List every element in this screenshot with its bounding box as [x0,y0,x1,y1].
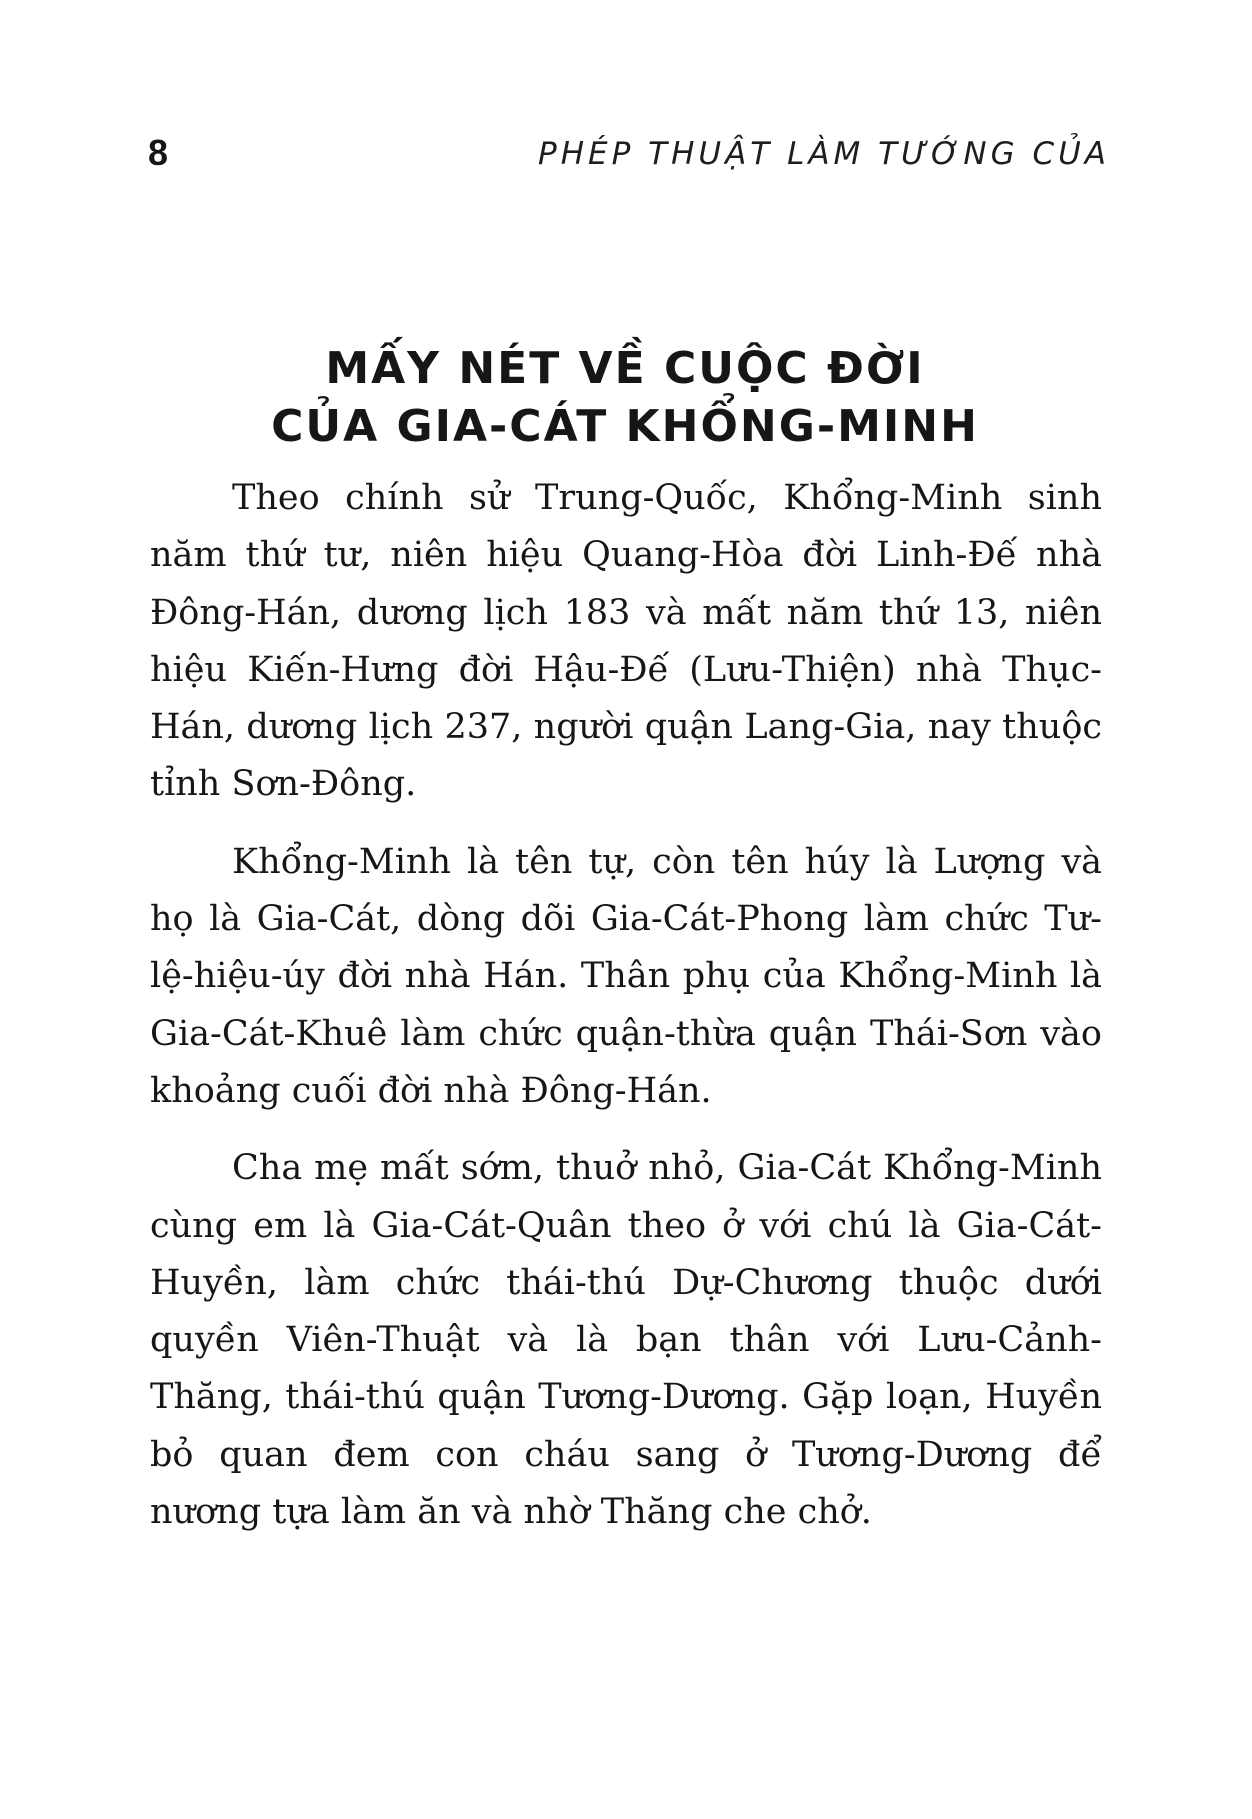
page-number: 8 [148,132,169,173]
running-title: PHÉP THUẬT LÀM TƯỚNG CỦA [538,136,1110,172]
paragraph-3: Cha mẹ mất sớm, thuở nhỏ, Gia-Cát Khổng-Minh cùng em là Gia-Cát-Quân theo ở với chú là Gia-Cát-Huyền, làm chức thái-thú Dự-Chương thuộc dưới quyền Viên-Thuật và là bạn thân với Lưu-Cảnh-Thăng, thái-thú quận Tương-Dương. Gặp loạn, Huyền bỏ quan đem con cháu sang ở Tương-Dương để nương tựa làm ăn và nhờ Thăng che chở. [150,1148,1102,1533]
chapter-title [140,340,1110,456]
page-header [140,128,1110,188]
body-text [150,470,1102,1541]
chapter-title-line-1: MẤY NÉT VỀ CUỘC ĐỜI [325,343,925,394]
paragraph-1: Theo chính sử Trung-Quốc, Khổng-Minh sinh năm thứ tư, niên hiệu Quang-Hòa đời Linh-Đế nhà Đông-Hán, dương lịch 183 và mất năm thứ 13, niên hiệu Kiến-Hưng đời Hậu-Đế (Lưu-Thiện) nhà Thục-Hán, dương lịch 237, người quận Lang-Gia, nay thuộc tỉnh Sơn-Đông. [150,478,1102,805]
paragraph-2: Khổng-Minh là tên tự, còn tên húy là Lượng và họ là Gia-Cát, dòng dõi Gia-Cát-Phong làm chức Tư-lệ-hiệu-úy đời nhà Hán. Thân phụ của Khổng-Minh là Gia-Cát-Khuê làm chức quận-thừa quận Thái-Sơn vào khoảng cuối đời nhà Đông-Hán. [150,841,1102,1111]
chapter-title-line-2: CỦA GIA-CÁT KHỔNG-MINH [271,401,979,452]
